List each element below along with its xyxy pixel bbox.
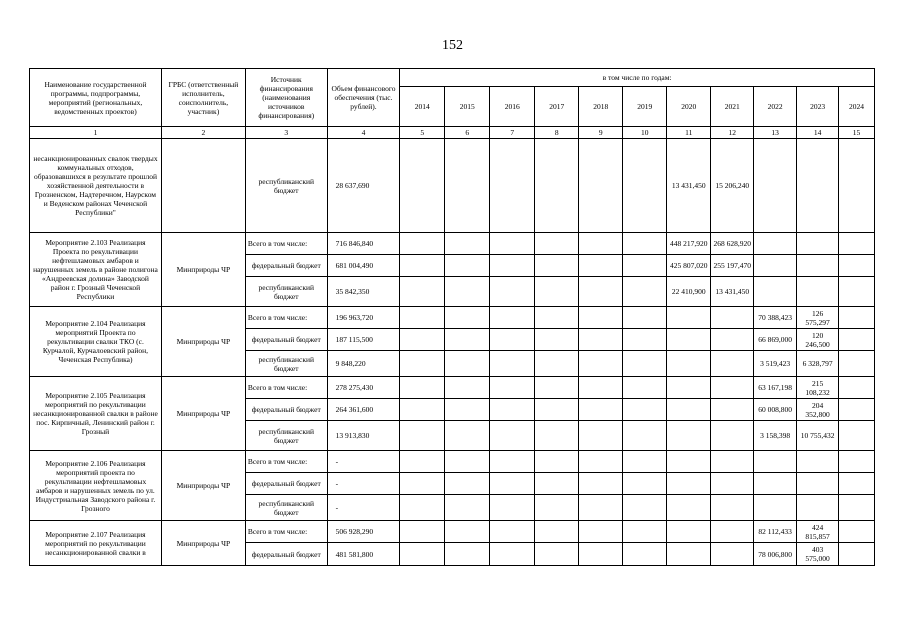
year-amount-2016 [490,421,535,451]
header-grbs: ГРБС (ответственный исполнитель, соисполнитель, участник) [161,69,245,127]
column-number: 5 [400,127,445,139]
year-amount-2019 [623,451,667,473]
year-amount-2016 [490,307,535,329]
year-amount-2022 [754,233,797,255]
grbs-cell: Минприроды ЧР [161,233,245,307]
year-amount-2017 [535,399,579,421]
year-amount-2022: 66 869,000 [754,329,797,351]
year-amount-2020: 13 431,450 [667,139,711,233]
year-amount-2014 [400,329,445,351]
year-amount-2016 [490,495,535,521]
year-amount-2023: 120 246,500 [797,329,839,351]
year-amount-2021 [711,473,754,495]
year-amount-2019 [623,377,667,399]
year-amount-2017 [535,255,579,277]
funding-volume: - [327,451,400,473]
header-year-2022: 2022 [754,87,797,127]
year-amount-2020: 425 807,020 [667,255,711,277]
year-amount-2016 [490,399,535,421]
year-amount-2022 [754,473,797,495]
measure-name: несанкционированных свалок твердых коммунальных отходов, образовавшихся в результате прошлой хозяйственной деятельности в Грозненском, Надтеречном, Наурском и Веденском районах Чеченской Республики" [30,139,162,233]
header-name: Наименование государственной программы, подпрограммы, мероприятий (региональных, ведомственных проектов) [30,69,162,127]
table-row [30,139,875,233]
year-amount-2022: 3 158,398 [754,421,797,451]
year-amount-2017 [535,473,579,495]
year-amount-2019 [623,543,667,566]
header-volume: Объем финансового обеспечения (тыс. рублей). [327,69,400,127]
financing-table [29,68,875,566]
year-amount-2015 [445,139,490,233]
funding-volume: 716 846,840 [327,233,400,255]
year-amount-2016 [490,233,535,255]
year-amount-2021 [711,451,754,473]
year-amount-2024 [839,377,875,399]
table-row [30,233,875,255]
funding-source: федеральный бюджет [245,543,327,566]
column-number: 11 [667,127,711,139]
year-amount-2024 [839,329,875,351]
measure-name: Мероприятие 2.107 Реализация мероприятий по рекультивации несанкционированной свалки в [30,521,162,566]
year-amount-2021 [711,543,754,566]
column-number: 3 [245,127,327,139]
header-year-2023: 2023 [797,87,839,127]
table-row [30,307,875,329]
year-amount-2018 [579,377,623,399]
year-amount-2022 [754,451,797,473]
year-amount-2016 [490,451,535,473]
header-year-2021: 2021 [711,87,754,127]
year-amount-2016 [490,543,535,566]
year-amount-2023 [797,473,839,495]
year-amount-2015 [445,277,490,307]
year-amount-2023 [797,277,839,307]
year-amount-2018 [579,307,623,329]
year-amount-2021 [711,329,754,351]
column-number: 7 [490,127,535,139]
year-amount-2017 [535,451,579,473]
year-amount-2019 [623,307,667,329]
year-amount-2018 [579,521,623,543]
grbs-cell [161,139,245,233]
year-amount-2017 [535,233,579,255]
year-amount-2018 [579,421,623,451]
year-amount-2016 [490,329,535,351]
year-amount-2017 [535,421,579,451]
year-amount-2014 [400,377,445,399]
year-amount-2018 [579,255,623,277]
year-amount-2015 [445,473,490,495]
funding-source: Всего в том числе: [245,377,327,399]
year-amount-2014 [400,521,445,543]
year-amount-2015 [445,451,490,473]
year-amount-2022 [754,495,797,521]
funding-source: федеральный бюджет [245,473,327,495]
year-amount-2015 [445,521,490,543]
funding-volume: - [327,495,400,521]
year-amount-2018 [579,473,623,495]
funding-source: республиканский бюджет [245,421,327,451]
year-amount-2021 [711,399,754,421]
year-amount-2021: 268 628,920 [711,233,754,255]
column-number: 13 [754,127,797,139]
year-amount-2017 [535,307,579,329]
year-amount-2023: 6 328,797 [797,351,839,377]
year-amount-2016 [490,255,535,277]
year-amount-2022: 82 112,433 [754,521,797,543]
year-amount-2023: 10 755,432 [797,421,839,451]
year-amount-2021: 15 206,240 [711,139,754,233]
year-amount-2014 [400,233,445,255]
year-amount-2014 [400,495,445,521]
year-amount-2017 [535,521,579,543]
year-amount-2021 [711,495,754,521]
column-number: 1 [30,127,162,139]
year-amount-2018 [579,399,623,421]
year-amount-2019 [623,233,667,255]
year-amount-2020 [667,351,711,377]
year-amount-2021 [711,377,754,399]
year-amount-2024 [839,399,875,421]
year-amount-2022: 70 388,423 [754,307,797,329]
year-amount-2017 [535,329,579,351]
grbs-cell: Минприроды ЧР [161,521,245,566]
year-amount-2021: 255 197,470 [711,255,754,277]
funding-source: федеральный бюджет [245,329,327,351]
funding-volume: 35 842,350 [327,277,400,307]
year-amount-2024 [839,139,875,233]
year-amount-2015 [445,233,490,255]
year-amount-2019 [623,399,667,421]
year-amount-2018 [579,139,623,233]
year-amount-2015 [445,351,490,377]
column-number: 10 [623,127,667,139]
year-amount-2020 [667,399,711,421]
table-row [30,521,875,543]
year-amount-2023 [797,451,839,473]
year-amount-2019 [623,473,667,495]
year-amount-2022 [754,255,797,277]
year-amount-2023 [797,495,839,521]
table-row [30,377,875,399]
year-amount-2017 [535,543,579,566]
year-amount-2019 [623,329,667,351]
year-amount-2019 [623,495,667,521]
year-amount-2016 [490,521,535,543]
funding-source: федеральный бюджет [245,255,327,277]
year-amount-2019 [623,421,667,451]
table-row [30,451,875,473]
year-amount-2022 [754,277,797,307]
year-amount-2014 [400,473,445,495]
year-amount-2022: 63 167,198 [754,377,797,399]
year-amount-2022: 3 519,423 [754,351,797,377]
year-amount-2020 [667,377,711,399]
year-amount-2019 [623,255,667,277]
year-amount-2017 [535,139,579,233]
year-amount-2023: 215 108,232 [797,377,839,399]
year-amount-2023 [797,255,839,277]
header-year-2020: 2020 [667,87,711,127]
year-amount-2024 [839,421,875,451]
grbs-cell: Минприроды ЧР [161,307,245,377]
year-amount-2022 [754,139,797,233]
year-amount-2024 [839,451,875,473]
year-amount-2018 [579,277,623,307]
year-amount-2022: 78 006,800 [754,543,797,566]
funding-volume: 28 637,690 [327,139,400,233]
measure-name: Мероприятие 2.103 Реализация Проекта по рекультивации нефтешламовых амбаров и нарушенных земель в районе полигона «Андреевская долина» Заводской район г. Грозный Чеченской Республики [30,233,162,307]
year-amount-2019 [623,139,667,233]
year-amount-2020 [667,329,711,351]
year-amount-2014 [400,399,445,421]
column-number: 12 [711,127,754,139]
year-amount-2023 [797,233,839,255]
year-amount-2016 [490,473,535,495]
funding-volume: 481 581,800 [327,543,400,566]
year-amount-2024 [839,495,875,521]
year-amount-2014 [400,543,445,566]
funding-volume: 9 848,220 [327,351,400,377]
year-amount-2020: 448 217,920 [667,233,711,255]
funding-source: Всего в том числе: [245,233,327,255]
column-number: 15 [839,127,875,139]
header-source: Источник финансирования (наименования источников финансирования) [245,69,327,127]
year-amount-2015 [445,495,490,521]
year-amount-2014 [400,351,445,377]
year-amount-2017 [535,377,579,399]
year-amount-2024 [839,543,875,566]
grbs-cell: Минприроды ЧР [161,451,245,521]
funding-source: республиканский бюджет [245,277,327,307]
funding-volume: 278 275,430 [327,377,400,399]
funding-volume: 187 115,500 [327,329,400,351]
column-number: 9 [579,127,623,139]
funding-volume: 506 928,290 [327,521,400,543]
measure-name: Мероприятие 2.105 Реализация мероприятий по рекультивации несанкционированной свалки в районе пос. Кирпичный, Ленинский район г. Грозный [30,377,162,451]
year-amount-2017 [535,351,579,377]
header-year-2015: 2015 [445,87,490,127]
year-amount-2017 [535,495,579,521]
year-amount-2014 [400,421,445,451]
year-amount-2018 [579,543,623,566]
year-amount-2014 [400,277,445,307]
year-amount-2015 [445,421,490,451]
year-amount-2015 [445,543,490,566]
funding-volume: 196 963,720 [327,307,400,329]
year-amount-2024 [839,521,875,543]
year-amount-2022: 60 008,800 [754,399,797,421]
year-amount-2014 [400,307,445,329]
year-amount-2018 [579,233,623,255]
year-amount-2015 [445,329,490,351]
year-amount-2019 [623,277,667,307]
year-amount-2018 [579,451,623,473]
header-year-2014: 2014 [400,87,445,127]
header-year-2019: 2019 [623,87,667,127]
year-amount-2016 [490,139,535,233]
funding-source: республиканский бюджет [245,351,327,377]
header-by-years: в том числе по годам: [400,69,875,87]
year-amount-2021: 13 431,450 [711,277,754,307]
year-amount-2016 [490,351,535,377]
year-amount-2018 [579,351,623,377]
funding-source: федеральный бюджет [245,399,327,421]
year-amount-2016 [490,277,535,307]
column-number: 14 [797,127,839,139]
funding-volume: 13 913,830 [327,421,400,451]
year-amount-2021 [711,421,754,451]
funding-source: Всего в том числе: [245,307,327,329]
year-amount-2023: 403 575,000 [797,543,839,566]
year-amount-2020 [667,421,711,451]
year-amount-2014 [400,451,445,473]
year-amount-2020 [667,543,711,566]
year-amount-2015 [445,307,490,329]
funding-source: Всего в том числе: [245,521,327,543]
funding-source: Всего в том числе: [245,451,327,473]
year-amount-2020 [667,521,711,543]
year-amount-2017 [535,277,579,307]
header-year-2018: 2018 [579,87,623,127]
year-amount-2015 [445,399,490,421]
year-amount-2020 [667,495,711,521]
year-amount-2023: 424 815,857 [797,521,839,543]
column-number: 6 [445,127,490,139]
year-amount-2020 [667,473,711,495]
header-year-2024: 2024 [839,87,875,127]
year-amount-2024 [839,307,875,329]
measure-name: Мероприятие 2.104 Реализация мероприятий Проекта по рекультивации свалки ТКО (с. Курчалой, Курчалоевский район, Чеченская Республика) [30,307,162,377]
year-amount-2015 [445,377,490,399]
year-amount-2019 [623,351,667,377]
year-amount-2014 [400,255,445,277]
year-amount-2020: 22 410,900 [667,277,711,307]
funding-volume: 681 004,490 [327,255,400,277]
year-amount-2018 [579,495,623,521]
funding-source: республиканский бюджет [245,139,327,233]
year-amount-2023: 126 575,297 [797,307,839,329]
year-amount-2023 [797,139,839,233]
year-amount-2020 [667,451,711,473]
year-amount-2021 [711,521,754,543]
year-amount-2015 [445,255,490,277]
column-number: 4 [327,127,400,139]
column-number: 2 [161,127,245,139]
year-amount-2024 [839,473,875,495]
year-amount-2021 [711,307,754,329]
funding-source: республиканский бюджет [245,495,327,521]
funding-volume: - [327,473,400,495]
year-amount-2018 [579,329,623,351]
year-amount-2023: 204 352,800 [797,399,839,421]
page-number: 152 [442,38,463,53]
year-amount-2014 [400,139,445,233]
header-year-2017: 2017 [535,87,579,127]
measure-name: Мероприятие 2.106 Реализация мероприятий проекта по рекультивации нефтешламовых амбаров и нарушенных земель по ул. Индустриальная Заводского района г. Грозного [30,451,162,521]
column-number: 8 [535,127,579,139]
year-amount-2024 [839,233,875,255]
year-amount-2019 [623,521,667,543]
year-amount-2024 [839,351,875,377]
year-amount-2021 [711,351,754,377]
year-amount-2016 [490,377,535,399]
funding-volume: 264 361,600 [327,399,400,421]
year-amount-2024 [839,255,875,277]
year-amount-2024 [839,277,875,307]
grbs-cell: Минприроды ЧР [161,377,245,451]
header-year-2016: 2016 [490,87,535,127]
year-amount-2020 [667,307,711,329]
